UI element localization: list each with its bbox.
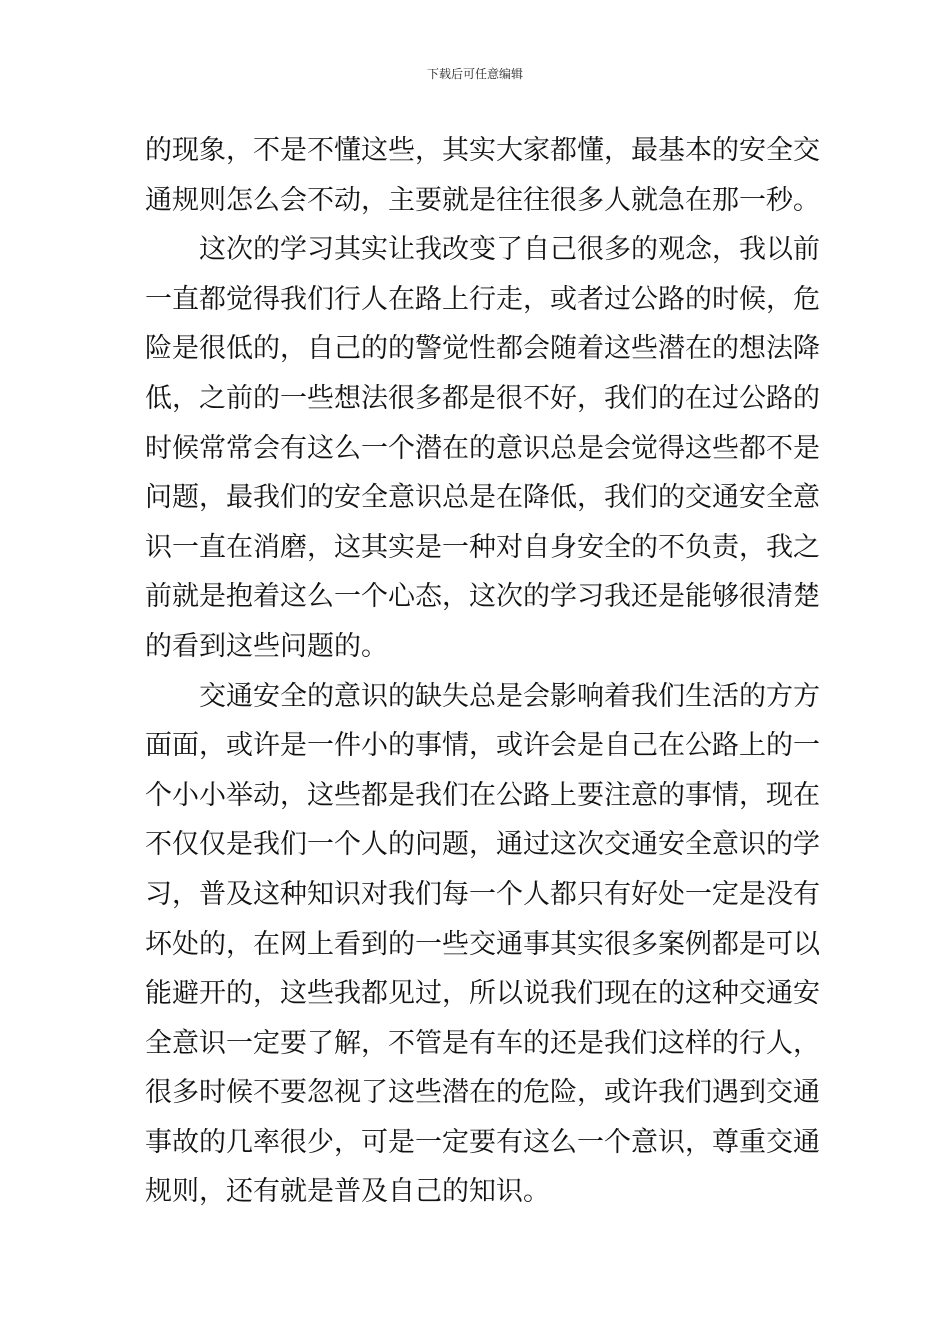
page-header: 下载后可任意编辑 [426, 67, 523, 81]
document-body [145, 126, 820, 1217]
text-line: 一直都觉得我们行人在路上行走，或者过公路的时候，危 [145, 283, 820, 315]
text-line: 很多时候不要忽视了这些潜在的危险，或许我们遇到交通 [145, 1077, 820, 1109]
text-line: 不仅仅是我们一个人的问题，通过这次交通安全意识的学 [145, 829, 820, 861]
text-line: 时候常常会有这么一个潜在的意识总是会觉得这些都不是 [145, 432, 820, 464]
text-line: 这次的学习其实让我改变了自己很多的观念，我以前 [199, 234, 820, 266]
text-line: 事故的几率很少，可是一定要有这么一个意识，尊重交通 [145, 1126, 820, 1158]
paragraph-3 [145, 672, 820, 1218]
text-line: 规则，还有就是普及自己的知识。 [145, 1176, 550, 1208]
text-line: 全意识一定要了解，不管是有车的还是我们这样的行人， [145, 1027, 820, 1059]
paragraph-1 [145, 126, 820, 225]
text-line: 前就是抱着这么一个心态，这次的学习我还是能够很清楚 [145, 581, 820, 613]
text-line: 个小小举动，这些都是我们在公路上要注意的事情，现在 [145, 779, 820, 811]
text-line: 的现象，不是不懂这些，其实大家都懂，最基本的安全交 [145, 135, 820, 166]
text-line: 习，普及这种知识对我们每一个人都只有好处一定是没有 [145, 878, 820, 910]
text-line: 识一直在消磨，这其实是一种对自身安全的不负责，我之 [145, 531, 820, 563]
text-line: 问题，最我们的安全意识总是在降低，我们的交通安全意 [145, 482, 820, 514]
text-line: 交通安全的意识的缺失总是会影响着我们生活的方方 [199, 680, 820, 712]
paragraph-2 [145, 225, 820, 671]
text-line: 低，之前的一些想法很多都是很不好，我们的在过公路的 [145, 382, 820, 414]
text-line: 通规则怎么会不动，主要就是往往很多人就急在那一秒。 [145, 184, 820, 216]
text-line: 能避开的，这些我都见过，所以说我们现在的这种交通安 [145, 978, 820, 1010]
text-line: 的看到这些问题的。 [145, 630, 388, 662]
text-line: 险是很低的，自己的的警觉性都会随着这些潜在的想法降 [145, 333, 820, 365]
text-line: 面面，或许是一件小的事情，或许会是自己在公路上的一 [145, 730, 820, 762]
text-line: 坏处的，在网上看到的一些交通事其实很多案例都是可以 [145, 928, 820, 960]
